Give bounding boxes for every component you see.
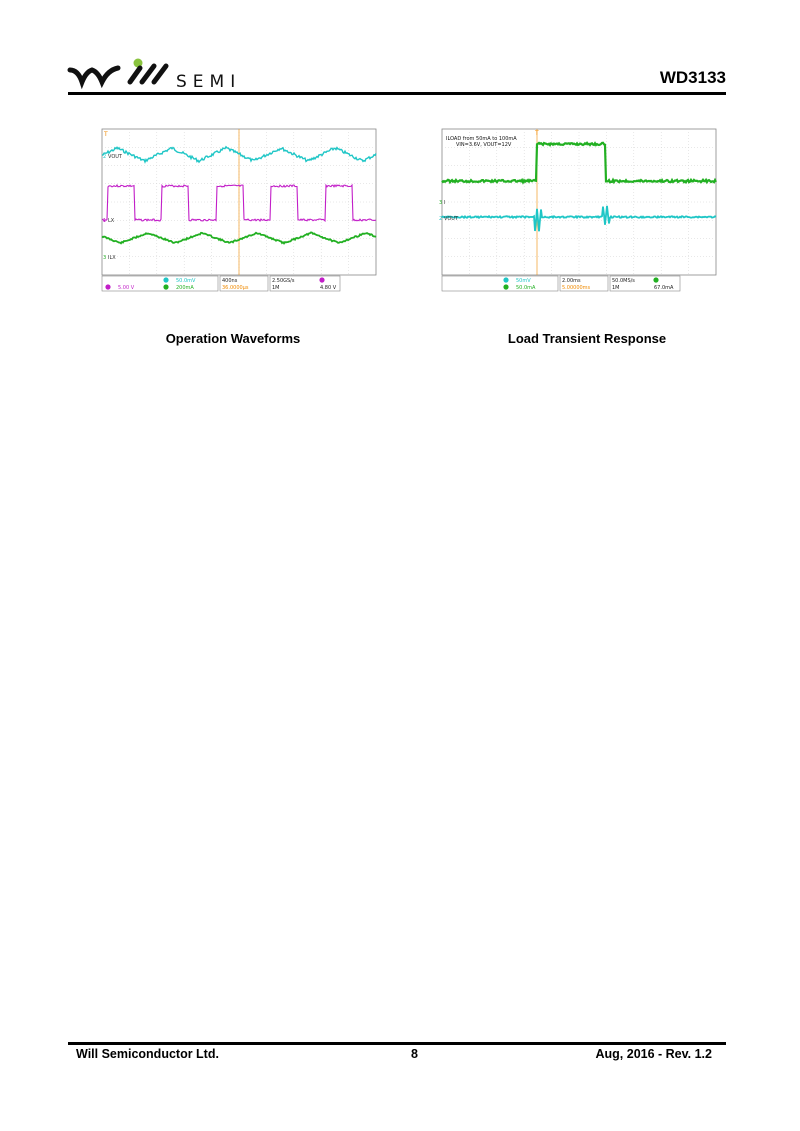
trigger-position: 36.0000µs — [222, 285, 249, 291]
svg-text:2: 2 — [103, 154, 107, 160]
timebase: 400ns — [222, 278, 238, 284]
logo-text: SEMI — [176, 72, 242, 92]
trigger-level: 4.80 V — [320, 285, 337, 291]
footer-revision: Aug, 2016 - Rev. 1.2 — [595, 1047, 712, 1061]
figure-caption-operation: Operation Waveforms — [165, 331, 301, 346]
operation-waveforms-figure — [100, 128, 378, 292]
header-divider — [68, 92, 726, 95]
footer-divider — [68, 1042, 726, 1045]
record-length: 1M — [272, 285, 280, 291]
svg-text:1: 1 — [103, 218, 107, 224]
company-logo — [68, 56, 258, 92]
wis-logo-mark-icon — [68, 56, 172, 92]
channel-label-vout: VOUT — [108, 154, 122, 160]
svg-text:T: T — [104, 131, 108, 138]
svg-text:T: T — [535, 130, 539, 137]
trigger-position-right: 5.00000ms — [562, 285, 591, 291]
svg-text:2: 2 — [439, 216, 443, 222]
trigger-level-right: 67.0mA — [654, 285, 674, 291]
timebase-right: 2.00ms — [562, 278, 581, 284]
page-number: 8 — [411, 1047, 418, 1061]
sample-rate-right: 50.0MS/s — [612, 278, 635, 284]
channel-label-i: I — [444, 200, 446, 206]
figure-caption-load-transient: Load Transient Response — [507, 331, 667, 346]
document-title: WD3133 — [659, 68, 726, 87]
channel-label-ilx: ILX — [108, 255, 116, 261]
ch3-scale: 200mA — [176, 285, 194, 291]
channel-label-lx: LX — [108, 218, 115, 224]
page-header — [68, 52, 726, 96]
annotation-line-2: VIN=3.6V, VOUT=12V — [456, 142, 512, 148]
load-transient-figure — [440, 128, 718, 292]
svg-text:3: 3 — [103, 255, 107, 261]
ch2-scale: 50.0mV — [176, 278, 196, 284]
channel-label-vout-transient: VOUT — [444, 216, 458, 222]
ch3-scale-right: 50.0mA — [516, 285, 536, 291]
record-length-right: 1M — [612, 285, 620, 291]
ch1-scale: 5.00 V — [118, 285, 135, 291]
sample-rate: 2.50GS/s — [272, 278, 295, 284]
footer-company: Will Semiconductor Ltd. — [76, 1047, 219, 1061]
ch2-scale-right: 50mV — [516, 278, 531, 284]
svg-text:3: 3 — [439, 200, 443, 206]
annotation-line-1: ILOAD from 50mA to 100mA — [446, 136, 517, 142]
